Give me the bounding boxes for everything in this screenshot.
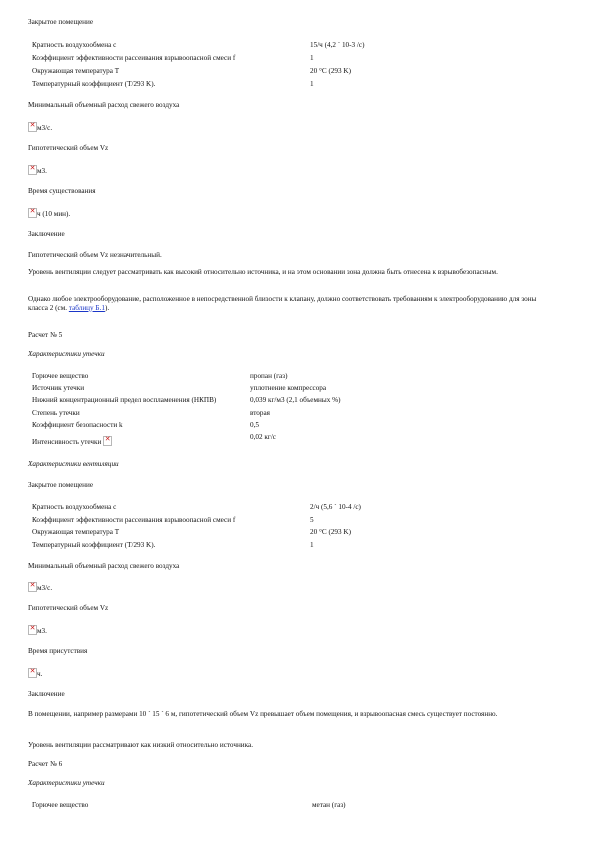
room-heading: Закрытое помещение	[28, 18, 94, 26]
unit-text: м3.	[37, 167, 47, 175]
table-cell-value: 20 °C (293 K)	[310, 528, 352, 536]
hyp-volume-label: Гипотетический объем Vz	[28, 144, 109, 152]
table-cell-value: 2/ч (5,6 ´ 10-4 /с)	[310, 503, 361, 511]
broken-image-icon	[103, 436, 112, 446]
calc-title: Расчет № 6	[28, 760, 63, 768]
broken-image-icon	[28, 165, 37, 175]
table-cell-value: 1	[310, 541, 314, 549]
table-cell-label: Нижний концентрационный предел воспламенения (НКПВ)	[32, 396, 217, 404]
leak-heading: Характеристики утечки	[28, 350, 105, 358]
conclusion-heading: Заключение	[28, 230, 65, 238]
lifetime-label: Время существования	[28, 187, 96, 195]
conclusion-heading: Заключение	[28, 690, 65, 698]
table-cell-value: 0,039 кг/м3 (2,1 объемных %)	[250, 396, 341, 404]
vent-heading: Характеристики вентиляции	[28, 460, 119, 468]
table-cell-value: вторая	[250, 409, 270, 417]
table-cell-label: Горючее вещество	[32, 372, 89, 380]
unit-text: м3.	[37, 627, 47, 635]
min-flow-result	[28, 122, 52, 133]
table-cell-value: 1	[310, 80, 314, 88]
table-cell-value: уплотнение компрессора	[250, 384, 327, 392]
presence-result	[28, 668, 42, 679]
broken-image-icon	[28, 625, 37, 635]
table-cell-label: Окружающая температура T	[32, 67, 120, 75]
table-cell-label: Коэффициент безопасности k	[32, 421, 123, 429]
table-cell-value: 0,02 кг/с	[250, 433, 277, 441]
unit-text: ч (10 мин).	[37, 210, 71, 218]
unit-text: м3/с.	[37, 124, 53, 132]
table-cell-label: Коэффициент эффективности рассеивания взрывоопасной смеси f	[32, 54, 236, 62]
table-cell-value: метан (газ)	[312, 801, 346, 809]
conclusion-text: В помещении, например размерами 10 ´ 15 ´ 6 м, гипотетический объем Vz превышает объем помещения, и взрывоопасная смесь существует постоянно.	[28, 710, 498, 718]
table-cell-label: Кратность воздухообмена с	[32, 41, 117, 49]
hyp-volume-result	[28, 625, 47, 636]
table-b1-link[interactable]: таблицу Б.1	[68, 303, 105, 312]
table-cell-label: Источник утечки	[32, 384, 85, 392]
conclusion-text: Уровень вентиляции рассматривают как низкий относительно источника.	[28, 741, 254, 749]
table-cell-value: 1	[310, 54, 314, 62]
broken-image-icon	[28, 668, 37, 678]
lifetime-result	[28, 208, 70, 219]
table-cell-label: Температурный коэффициент (T/293 K).	[32, 80, 156, 88]
leak-heading: Характеристики утечки	[28, 779, 105, 787]
table-cell-value: 5	[310, 516, 314, 524]
table-cell-value: 0,5	[250, 421, 259, 429]
hyp-volume-result	[28, 165, 47, 176]
table-cell-value: 15/ч (4,2 ´ 10-3 /с)	[310, 41, 365, 49]
table-cell-label: Окружающая температура T	[32, 528, 120, 536]
broken-image-icon	[28, 582, 37, 592]
table-cell-label: Температурный коэффициент (T/293 K).	[32, 541, 156, 549]
calc-title: Расчет № 5	[28, 331, 63, 339]
table-cell-value: пропан (газ)	[250, 372, 288, 380]
unit-text: м3/с.	[37, 584, 53, 592]
table-cell-label: Коэффициент эффективности рассеивания взрывоопасной смеси f	[32, 516, 236, 524]
table-cell-value: 20 °C (293 K)	[310, 67, 352, 75]
room-heading: Закрытое помещение	[28, 481, 94, 489]
min-flow-result	[28, 582, 52, 593]
unit-text: ч.	[37, 670, 43, 678]
broken-image-icon	[28, 208, 37, 218]
hyp-volume-label: Гипотетический объем Vz	[28, 604, 109, 612]
conclusion-text: Уровень вентиляции следует рассматривать как высокий относительно источника, и на этом основании зона должна быть отнесена к взрывобезопасным.	[28, 268, 498, 276]
broken-image-icon	[28, 122, 37, 132]
min-flow-label: Минимальный объемный расход свежего воздуха	[28, 101, 180, 109]
table-cell-label: Интенсивность утечки ✕	[32, 436, 112, 447]
conclusion-text: Однако любое электрооборудование, расположенное в непосредственной близости к клапану, должно соответствовать требованиям к электрооборудованию для зоны класса 2 (см. таблицу Б.1).	[28, 295, 537, 312]
table-cell-label: Горючее вещество	[32, 801, 89, 809]
table-cell-label: Кратность воздухообмена с	[32, 503, 117, 511]
presence-label: Время присутствия	[28, 647, 88, 655]
conclusion-text: Гипотетический объем Vz незначительный.	[28, 251, 162, 259]
min-flow-label: Минимальный объемный расход свежего воздуха	[28, 562, 180, 570]
table-cell-label: Степень утечки	[32, 409, 80, 417]
